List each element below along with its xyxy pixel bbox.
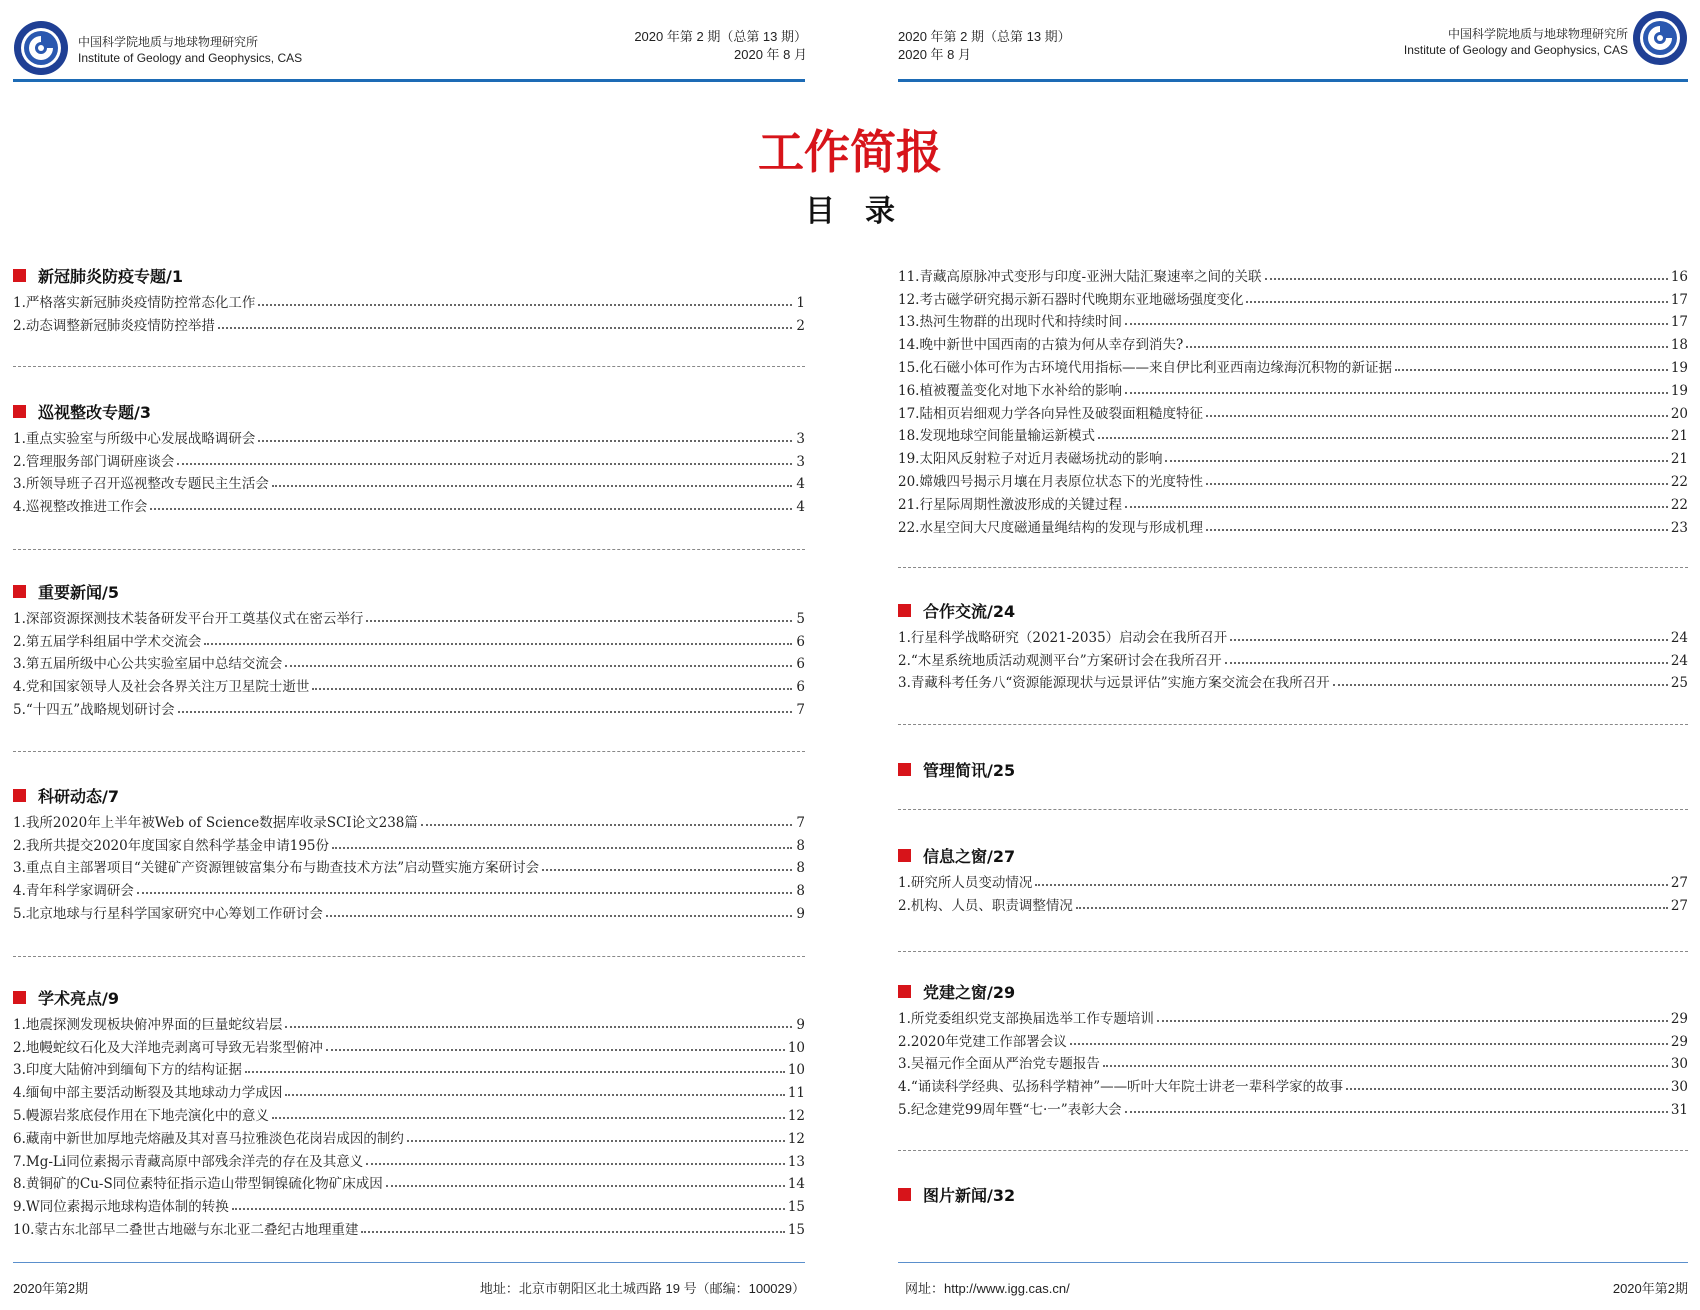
dot-leader: [1125, 392, 1668, 394]
org-cn: 中国科学院地质与地球物理研究所: [1447, 27, 1628, 41]
toc-entry[interactable]: [13, 876, 805, 899]
entry-page: 29: [1670, 1010, 1688, 1027]
entry-page: 8: [796, 883, 805, 900]
entry-title: 4.青年科学家调研会: [13, 883, 134, 900]
org-en: Institute of Geology and Geophysics, CAS: [1403, 43, 1628, 57]
toc-entry[interactable]: [13, 831, 805, 854]
toc-entry[interactable]: [13, 424, 805, 447]
dot-leader: [1035, 884, 1667, 886]
red-square-bullet-icon: [898, 849, 911, 862]
entry-title: 3.吴福元作全面从严治党专题报告: [898, 1056, 1100, 1073]
dot-leader: [312, 688, 792, 690]
red-square-bullet-icon: [13, 269, 26, 282]
section-heading[interactable]: [13, 578, 805, 604]
entry-page: 10: [787, 1062, 805, 1079]
entry-page: 19: [1670, 359, 1688, 376]
dot-leader: [1076, 907, 1668, 909]
footer-rule-left: [13, 1262, 805, 1263]
entry-title: 11.青藏高原脉冲式变形与印度-亚洲大陆汇聚速率之间的关联: [898, 268, 1262, 285]
entry-page: 7: [796, 814, 805, 831]
org-name-left: [78, 34, 302, 66]
section-heading[interactable]: [898, 1181, 1688, 1207]
entry-title: 2.第五届学科组届中学术交流会: [13, 633, 202, 650]
entry-page: 25: [1670, 675, 1688, 692]
toc-section: [13, 578, 805, 718]
issue-date: 2020 年 8 月: [898, 47, 971, 62]
toc-entry[interactable]: [898, 623, 1688, 646]
entry-title: 3.所领导班子召开巡视整改专题民主生活会: [13, 476, 269, 493]
toc-heading: 目 录: [805, 194, 895, 229]
toc-section: [898, 756, 1688, 782]
toc-section: [898, 262, 1688, 536]
dot-leader: [1265, 278, 1668, 280]
toc-entry[interactable]: [898, 646, 1688, 669]
dot-leader: [177, 463, 792, 465]
toc-entry[interactable]: [898, 1050, 1688, 1073]
entry-title: 1.研究所人员变动情况: [898, 874, 1033, 891]
dot-leader: [386, 1185, 785, 1187]
issue-text: 2020 年第 2 期（总第 13 期）: [634, 29, 807, 44]
section-heading[interactable]: [13, 984, 805, 1010]
dot-leader: [1098, 437, 1668, 439]
dot-leader: [1346, 1088, 1668, 1090]
section-heading[interactable]: [898, 597, 1688, 623]
entry-page: 20: [1670, 405, 1688, 422]
entry-title: 3.青藏科考任务八“资源能源现状与远景评估”实施方案交流会在我所召开: [898, 675, 1330, 692]
entry-page: 8: [796, 860, 805, 877]
entry-title: 3.重点自主部署项目“关键矿产资源锂铍富集分布与勘查技术方法”启动暨实施方案研讨会: [13, 860, 540, 877]
entry-page: 29: [1670, 1033, 1688, 1050]
section-heading[interactable]: [13, 398, 805, 424]
entry-title: 4.巡视整改推进工作会: [13, 499, 148, 516]
issue-right: [898, 28, 1071, 64]
entry-title: 5.幔源岩浆底侵作用在下地壳演化中的意义: [13, 1107, 269, 1124]
entry-page: 7: [796, 701, 805, 718]
toc-entry[interactable]: [13, 695, 805, 718]
toc-section: [898, 842, 1688, 914]
entry-page: 17: [1670, 314, 1688, 331]
footer-rule-right: [898, 1262, 1688, 1263]
toc-entry[interactable]: [898, 444, 1688, 467]
dot-leader: [285, 1026, 792, 1028]
dot-leader: [272, 1117, 785, 1119]
issue-left: [634, 28, 807, 64]
dot-leader: [178, 711, 792, 713]
dot-leader: [150, 508, 792, 510]
dot-leader: [1186, 346, 1668, 348]
toc-entry[interactable]: [13, 854, 805, 877]
entry-page: 17: [1670, 291, 1688, 308]
entry-title: 7.Mg-Li同位素揭示青藏高原中部残余洋壳的存在及其意义: [13, 1153, 364, 1170]
toc-entry[interactable]: [13, 604, 805, 627]
red-square-bullet-icon: [898, 985, 911, 998]
dot-leader: [1103, 1065, 1668, 1067]
entry-title: 15.化石磁小体可作为古环境代用指标——来自伊比利亚西南边缘海沉积物的新证据: [898, 359, 1392, 376]
entry-title: 22.水星空间大尺度磁通量绳结构的发现与形成机理: [898, 519, 1203, 536]
dot-leader: [1206, 529, 1668, 531]
dot-leader: [1157, 1020, 1668, 1022]
footer-address: 地址：北京市朝阳区北土城西路 19 号（邮编：100029）: [479, 1281, 805, 1296]
entry-title: 2.我所共提交2020年度国家自然科学基金申请195份: [13, 837, 330, 854]
dot-leader: [366, 620, 792, 622]
entry-page: 4: [796, 476, 805, 493]
entry-page: 22: [1670, 496, 1688, 513]
toc-entry[interactable]: [13, 1124, 805, 1147]
toc-entry[interactable]: [13, 627, 805, 650]
entry-title: 1.我所2020年上半年被Web of Science数据库收录SCI论文238篇: [13, 814, 418, 831]
entry-page: 9: [796, 905, 805, 922]
entry-page: 9: [796, 1016, 805, 1033]
entry-page: 6: [796, 633, 805, 650]
dot-leader: [1125, 1111, 1668, 1113]
entry-page: 23: [1670, 519, 1688, 536]
entry-page: 22: [1670, 473, 1688, 490]
dot-leader: [245, 1071, 785, 1073]
entry-page: 15: [787, 1221, 805, 1238]
dot-leader: [137, 892, 792, 894]
entry-page: 11: [787, 1085, 805, 1102]
entry-title: 3.印度大陆俯冲到缅甸下方的结构证据: [13, 1062, 242, 1079]
entry-page: 21: [1670, 451, 1688, 468]
red-square-bullet-icon: [13, 405, 26, 418]
toc-entry[interactable]: [898, 262, 1688, 285]
section-heading[interactable]: [13, 262, 805, 288]
red-square-bullet-icon: [13, 585, 26, 598]
toc-entry[interactable]: [13, 311, 805, 334]
entry-page: 8: [796, 837, 805, 854]
entry-title: 4.缅甸中部主要活动断裂及其地球动力学成因: [13, 1085, 283, 1102]
entry-title: 4.党和国家领导人及社会各界关注万卫星院士逝世: [13, 679, 310, 696]
entry-title: 5.北京地球与行星科学国家研究中心筹划工作研讨会: [13, 905, 323, 922]
toc-section: [898, 597, 1688, 691]
dot-leader: [258, 304, 792, 306]
toc-entry[interactable]: [13, 1147, 805, 1170]
dot-leader: [1125, 323, 1668, 325]
toc-section: [13, 984, 805, 1238]
dot-leader: [232, 1208, 785, 1210]
logo-right: [1632, 10, 1688, 70]
entry-title: 5.“十四五”战略规划研讨会: [13, 701, 175, 718]
entry-page: 21: [1670, 428, 1688, 445]
entry-page: 19: [1670, 382, 1688, 399]
toc-entry[interactable]: [13, 808, 805, 831]
dot-leader: [1246, 301, 1667, 303]
red-square-bullet-icon: [898, 604, 911, 617]
section-divider: [13, 956, 805, 957]
entry-page: 3: [796, 453, 805, 470]
toc-entry[interactable]: [898, 353, 1688, 376]
toc-entry[interactable]: [898, 1072, 1688, 1095]
entry-page: 5: [796, 610, 805, 627]
entry-page: 1: [796, 294, 805, 311]
section-title: 新冠肺炎防疫专题/1: [38, 266, 183, 286]
toc-entry[interactable]: [898, 399, 1688, 422]
entry-title: 18.发现地球空间能量输运新模式: [898, 428, 1095, 445]
toc-section: [13, 262, 805, 334]
toc-entry[interactable]: [13, 288, 805, 311]
toc-entry[interactable]: [13, 650, 805, 673]
footer-issue-left: 2020年第2期: [13, 1281, 89, 1296]
entry-title: 4.“诵读科学经典、弘扬科学精神”——听叶大年院士讲老一辈科学家的故事: [898, 1079, 1344, 1096]
dot-leader: [272, 485, 792, 487]
dot-leader: [285, 1094, 784, 1096]
toc-entry[interactable]: [13, 1010, 805, 1033]
bulletin-title: 工作简报: [758, 125, 942, 179]
entry-title: 12.考古磁学研究揭示新石器时代晚期东亚地磁场强度变化: [898, 291, 1244, 308]
dot-leader: [1333, 684, 1668, 686]
org-cn: 中国科学院地质与地球物理研究所: [78, 35, 259, 49]
toc-entry[interactable]: [898, 490, 1688, 513]
entry-page: 6: [796, 656, 805, 673]
toc-entry[interactable]: [898, 1004, 1688, 1027]
entry-title: 1.所党委组织党支部换届选举工作专题培训: [898, 1010, 1154, 1027]
entry-page: 18: [1670, 337, 1688, 354]
dot-leader: [361, 1231, 784, 1233]
logo-left: [13, 20, 69, 80]
entry-title: 1.深部资源探测技术装备研发平台开工奠基仪式在密云举行: [13, 610, 364, 627]
toc-entry[interactable]: [898, 308, 1688, 331]
entry-title: 20.嫦娥四号揭示月壤在月表原位状态下的光度特性: [898, 473, 1203, 490]
dot-leader: [204, 643, 792, 645]
toc-entry[interactable]: [13, 470, 805, 493]
section-title: 学术亮点/9: [38, 988, 119, 1008]
dot-leader: [1206, 415, 1668, 417]
dot-leader: [421, 824, 792, 826]
entry-title: 10.蒙古东北部早二叠世古地磁与东北亚二叠纪古地理重建: [13, 1221, 359, 1238]
entry-title: 2.机构、人员、职责调整情况: [898, 897, 1073, 914]
entry-page: 4: [796, 499, 805, 516]
entry-page: 3: [796, 430, 805, 447]
section-title: 党建之窗/29: [923, 982, 1016, 1002]
section-divider: [13, 751, 805, 752]
entry-page: 13: [787, 1153, 805, 1170]
issue-text: 2020 年第 2 期（总第 13 期）: [898, 29, 1071, 44]
dot-leader: [218, 327, 792, 329]
toc-entry[interactable]: [898, 285, 1688, 308]
red-square-bullet-icon: [898, 1188, 911, 1201]
entry-page: 30: [1670, 1056, 1688, 1073]
entry-title: 1.严格落实新冠肺炎疫情防控常态化工作: [13, 294, 256, 311]
dot-leader: [1165, 460, 1667, 462]
org-en: Institute of Geology and Geophysics, CAS: [78, 51, 303, 65]
dot-leader: [285, 665, 792, 667]
dot-leader: [1225, 662, 1668, 664]
institute-logo-icon: [13, 20, 69, 76]
section-heading[interactable]: [898, 756, 1688, 782]
toc-entry[interactable]: [898, 467, 1688, 490]
entry-page: 12: [787, 1107, 805, 1124]
entry-title: 14.晚中新世中国西南的古猿为何从幸存到消失?: [898, 337, 1184, 354]
entry-page: 2: [796, 317, 805, 334]
org-name-right: [1404, 26, 1628, 58]
footer-website[interactable]: 网址：http://www.igg.cas.cn/: [905, 1281, 1070, 1296]
toc-entry[interactable]: [13, 1101, 805, 1124]
toc-entry[interactable]: [898, 891, 1688, 914]
dot-leader: [1206, 483, 1668, 485]
header-rule-right: [898, 79, 1688, 82]
toc-entry[interactable]: [13, 447, 805, 470]
entry-page: 27: [1670, 897, 1688, 914]
section-title: 合作交流/24: [923, 601, 1016, 621]
entry-page: 16: [1670, 268, 1688, 285]
entry-title: 21.行星际周期性激波形成的关键过程: [898, 496, 1122, 513]
toc-entry[interactable]: [13, 672, 805, 695]
red-square-bullet-icon: [13, 991, 26, 1004]
toc-entry[interactable]: [898, 376, 1688, 399]
entry-page: 30: [1670, 1079, 1688, 1096]
section-divider: [13, 549, 805, 550]
section-title: 科研动态/7: [38, 786, 119, 806]
dot-leader: [407, 1140, 785, 1142]
red-square-bullet-icon: [13, 789, 26, 802]
toc-entry[interactable]: [13, 899, 805, 922]
entry-title: 17.陆相页岩细观力学各向异性及破裂面粗糙度特征: [898, 405, 1203, 422]
red-square-bullet-icon: [898, 763, 911, 776]
toc-entry[interactable]: [898, 1027, 1688, 1050]
toc-entry[interactable]: [13, 1078, 805, 1101]
institute-logo-icon: [1632, 10, 1688, 66]
entry-page: 10: [787, 1039, 805, 1056]
entry-page: 24: [1670, 629, 1688, 646]
toc-entry[interactable]: [13, 492, 805, 515]
dot-leader: [332, 847, 792, 849]
section-divider: [13, 366, 805, 367]
entry-title: 16.植被覆盖变化对地下水补给的影响: [898, 382, 1122, 399]
entry-title: 13.热河生物群的出现时代和持续时间: [898, 314, 1122, 331]
entry-title: 9.W同位素揭示地球构造体制的转换: [13, 1199, 229, 1216]
section-heading[interactable]: [13, 782, 805, 808]
section-heading[interactable]: [898, 842, 1688, 868]
entry-page: 15: [787, 1199, 805, 1216]
toc-entry[interactable]: [13, 1056, 805, 1079]
toc-entry[interactable]: [13, 1192, 805, 1215]
section-divider: [898, 1150, 1688, 1151]
toc-entry[interactable]: [13, 1033, 805, 1056]
section-divider: [898, 809, 1688, 810]
toc-entry[interactable]: [898, 330, 1688, 353]
dot-leader: [1070, 1043, 1668, 1045]
entry-title: 1.地震探测发现板块俯冲界面的巨量蛇纹岩层: [13, 1016, 283, 1033]
entry-page: 6: [796, 679, 805, 696]
entry-page: 24: [1670, 652, 1688, 669]
section-title: 信息之窗/27: [923, 846, 1016, 866]
entry-title: 19.太阳风反射粒子对近月表磁场扰动的影响: [898, 451, 1163, 468]
dot-leader: [258, 440, 792, 442]
section-divider: [898, 567, 1688, 568]
section-title: 巡视整改专题/3: [38, 402, 151, 422]
toc-entry[interactable]: [898, 868, 1688, 891]
footer-issue-right: 2020年第2期: [1612, 1281, 1688, 1296]
issue-date: 2020 年 8 月: [734, 47, 807, 62]
section-title: 管理简讯/25: [923, 760, 1016, 780]
toc-section: [13, 398, 805, 515]
toc-entry[interactable]: [13, 1170, 805, 1193]
dot-leader: [366, 1163, 785, 1165]
dot-leader: [1395, 369, 1668, 371]
header-rule-left: [13, 79, 805, 82]
entry-title: 6.藏南中新世加厚地壳熔融及其对喜马拉雅淡色花岗岩成因的制约: [13, 1130, 404, 1147]
entry-title: 8.黄铜矿的Cu-S同位素特征指示造山带型铜镍硫化物矿床成因: [13, 1176, 383, 1193]
toc-section: [13, 782, 805, 922]
entry-title: 3.第五届所级中心公共实验室届中总结交流会: [13, 656, 283, 673]
entry-title: 1.重点实验室与所级中心发展战略调研会: [13, 430, 256, 447]
toc-entry[interactable]: [898, 422, 1688, 445]
entry-title: 2.管理服务部门调研座谈会: [13, 453, 175, 470]
section-title: 图片新闻/32: [923, 1185, 1016, 1205]
entry-page: 27: [1670, 874, 1688, 891]
toc-section: [898, 978, 1688, 1118]
dot-leader: [542, 869, 792, 871]
dot-leader: [326, 1049, 785, 1051]
toc-section: [898, 1181, 1688, 1207]
entry-page: 12: [787, 1130, 805, 1147]
section-heading[interactable]: [898, 978, 1688, 1004]
entry-page: 31: [1670, 1101, 1688, 1118]
entry-page: 14: [787, 1176, 805, 1193]
entry-title: 2.2020年党建工作部署会议: [898, 1033, 1067, 1050]
toc-entry[interactable]: [13, 1215, 805, 1238]
entry-title: 2.“木星系统地质活动观测平台”方案研讨会在我所召开: [898, 652, 1222, 669]
toc-entry[interactable]: [898, 513, 1688, 536]
dot-leader: [326, 915, 792, 917]
section-divider: [898, 951, 1688, 952]
section-title: 重要新闻/5: [38, 582, 119, 602]
dot-leader: [1230, 639, 1668, 641]
toc-entry[interactable]: [898, 1095, 1688, 1118]
entry-title: 2.动态调整新冠肺炎疫情防控举措: [13, 317, 215, 334]
toc-entry[interactable]: [898, 669, 1688, 692]
entry-title: 5.纪念建党99周年暨“七·一”表彰大会: [898, 1101, 1122, 1118]
dot-leader: [1125, 506, 1668, 508]
entry-title: 1.行星科学战略研究（2021-2035）启动会在我所召开: [898, 629, 1228, 646]
section-divider: [898, 724, 1688, 725]
entry-title: 2.地幔蛇纹石化及大洋地壳剥离可导致无岩浆型俯冲: [13, 1039, 323, 1056]
